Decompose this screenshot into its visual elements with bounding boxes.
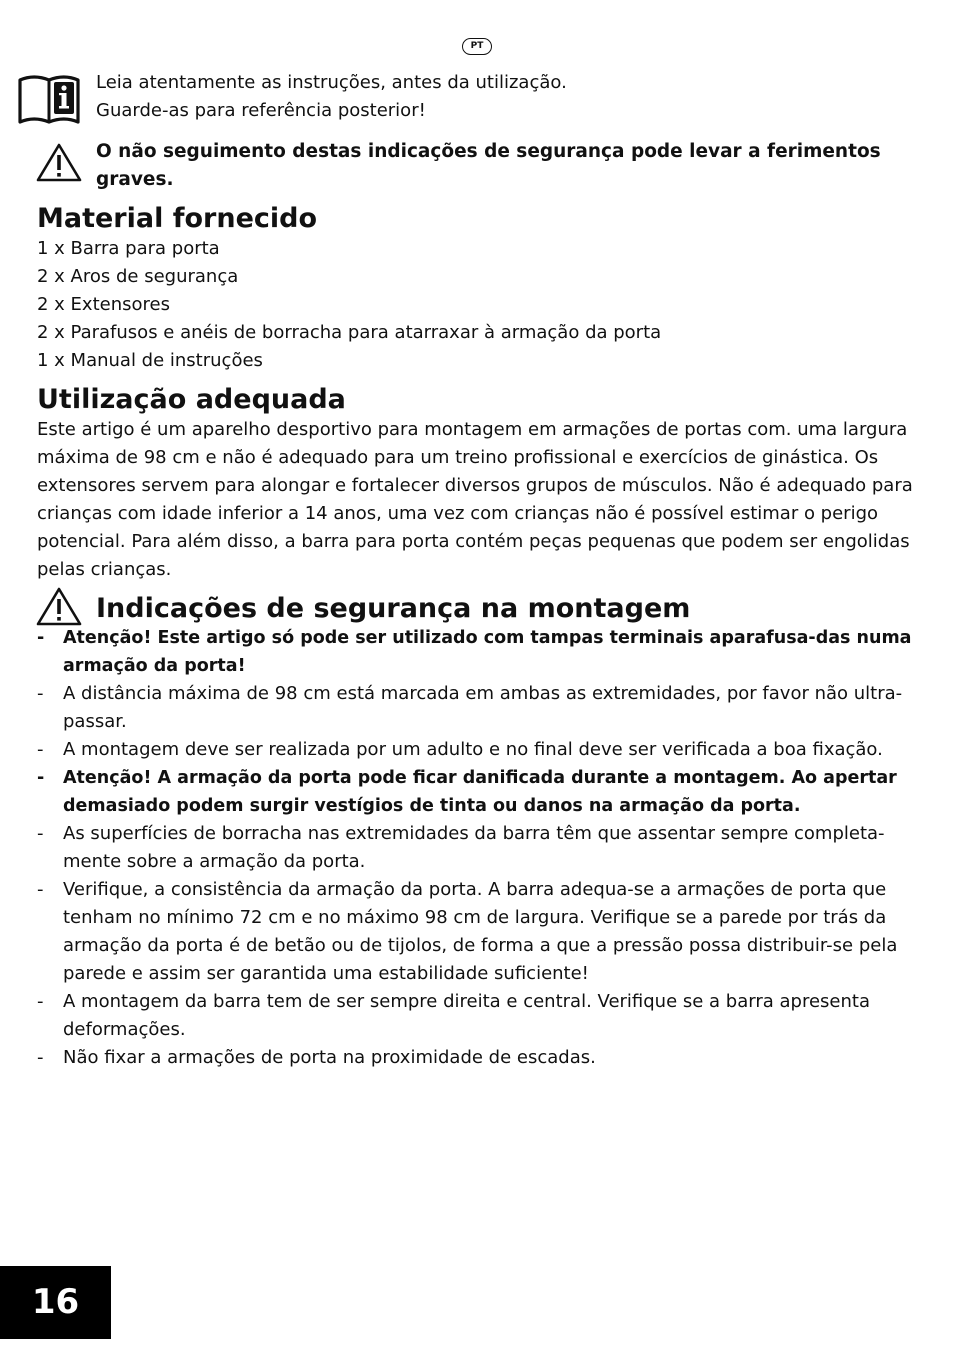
list-item: - A montagem da barra tem de ser sempre direita e central. Verifique se a barra apresenta deformações. bbox=[37, 991, 870, 1040]
list-item: - A distância máxima de 98 cm está marcada em ambas as extremidades, por favor não ultra-passar. bbox=[37, 683, 903, 732]
warning-triangle-icon bbox=[36, 142, 82, 182]
list-item-text: A montagem deve ser realizada por um adulto e no final deve ser verificada a boa fixação. bbox=[63, 739, 883, 760]
intended-use-text: Este artigo é um aparelho desportivo para montagem em armações de portas com. uma largura máxima de 98 cm e não é adequado para um treino profissional e exercícios de ginástica. Os extensores servem para alongar e fortalecer diversos grupos de músculos. Não é adequado para crianças com idade inferior a 14 anos, uma vez com crianças não é possível estimar o perigo potencial. Para além disso, a barra para porta contém peças pequenas que podem ser engolidas pelas crianças. bbox=[37, 419, 913, 580]
safety-warning-text: O não seguimento destas indicações de segurança pode levar a ferimentos graves. bbox=[96, 141, 881, 190]
heading-intended-use: Utilização adequada bbox=[37, 384, 346, 415]
warning-triangle-icon bbox=[36, 586, 82, 626]
material-list bbox=[37, 235, 661, 375]
heading-material: Material fornecido bbox=[37, 203, 318, 234]
list-item: 2 x Extensores bbox=[37, 294, 170, 315]
list-item: - Não fixar a armações de porta na proximidade de escadas. bbox=[37, 1047, 596, 1068]
list-item-text: Atenção! A armação da porta pode ficar danificada durante a montagem. Ao apertar demasiado podem surgir vestígios de tinta ou danos na armação da porta. bbox=[63, 768, 897, 816]
list-item: 2 x Aros de segurança bbox=[37, 266, 239, 287]
info-line-2: Guarde-as para referência posterior! bbox=[96, 100, 426, 121]
info-text bbox=[96, 69, 567, 125]
list-item: - As superfícies de borracha nas extremidades da barra têm que assentar sempre completa-mente sobre a armação da porta. bbox=[37, 823, 885, 872]
list-item: 2 x Parafusos e anéis de borracha para atarraxar à armação da porta bbox=[37, 322, 662, 343]
list-item-text: Atenção! Este artigo só pode ser utilizado com tampas terminais aparafusa-das numa armação da porta! bbox=[63, 628, 912, 676]
list-item: 1 x Barra para porta bbox=[37, 238, 220, 259]
list-item: - Atenção! A armação da porta pode ficar danificada durante a montagem. Ao apertar demasiado podem surgir vestígios de tinta ou danos na armação da porta. bbox=[37, 768, 897, 816]
page-number: 16 bbox=[0, 1266, 111, 1339]
list-item-text: Não fixar a armações de porta na proximidade de escadas. bbox=[63, 1047, 596, 1068]
list-item: - Atenção! Este artigo só pode ser utilizado com tampas terminais aparafusa-das numa armação da porta! bbox=[37, 628, 912, 676]
heading-assembly-safety: Indicações de segurança na montagem bbox=[96, 593, 691, 624]
list-item-text: A distância máxima de 98 cm está marcada em ambas as extremidades, por favor não ultra-passar. bbox=[63, 683, 903, 732]
list-item: - Verifique, a consistência da armação da porta. A barra adequa-se a armações de porta que tenham no mínimo 72 cm e no máximo 98 cm de largura. Verifique se a parede por trás da armação da porta é de betão ou de tijolos, de forma a que a pressão possa distribuir-se pela parede e assim ser garantida uma estabilidade suficiente! bbox=[37, 879, 898, 984]
book-info-icon bbox=[18, 72, 80, 124]
list-item-text: A montagem da barra tem de ser sempre direita e central. Verifique se a barra apresenta deformações. bbox=[63, 991, 870, 1040]
list-item-text: As superfícies de borracha nas extremidades da barra têm que assentar sempre completa-mente sobre a armação da porta. bbox=[63, 823, 885, 872]
list-item-text: Verifique, a consistência da armação da porta. A barra adequa-se a armações de porta que tenham no mínimo 72 cm e no máximo 98 cm de largura. Verifique se a parede por trás da armação da porta é de betão ou de tijolos, de forma a que a pressão possa distribuir-se pela parede e assim ser garantida uma estabilidade suficiente! bbox=[63, 879, 898, 984]
language-badge: PT bbox=[462, 38, 492, 55]
info-line-1: Leia atentamente as instruções, antes da utilização. bbox=[96, 72, 567, 93]
list-item: 1 x Manual de instruções bbox=[37, 350, 263, 371]
assembly-safety-list bbox=[37, 624, 917, 1072]
list-item: - A montagem deve ser realizada por um adulto e no final deve ser verificada a boa fixação. bbox=[37, 739, 883, 760]
